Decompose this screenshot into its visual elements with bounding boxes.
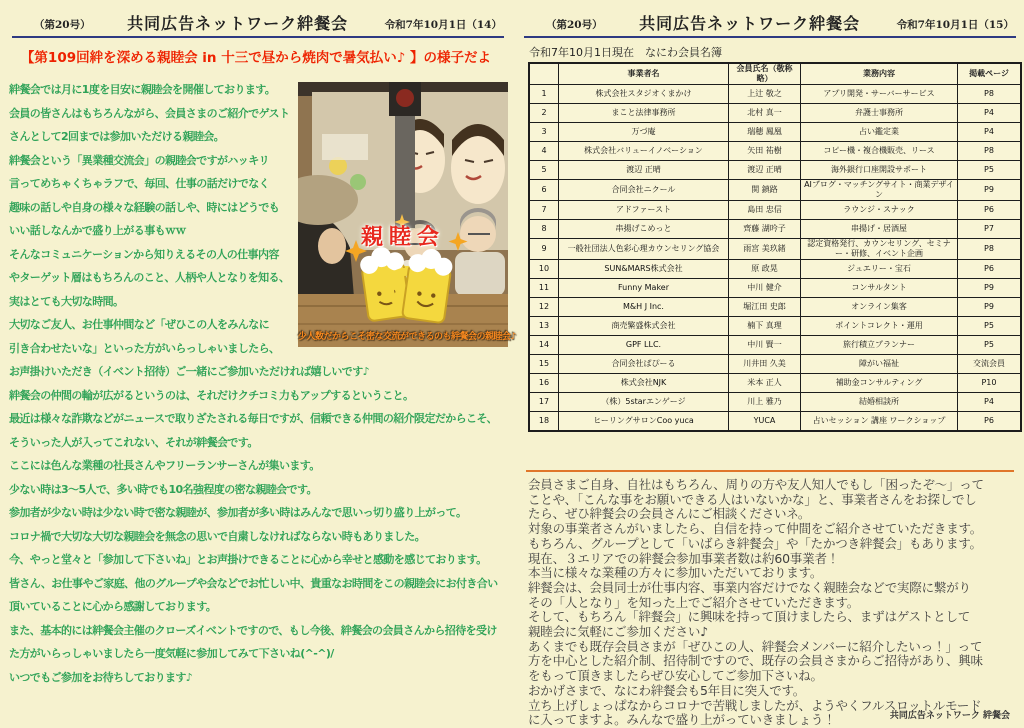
page-ref: P4 [958,104,1022,123]
body-line: 会員さまご自身、自社はもちろん、周りの方や友人知人でもし「困ったぞ～」って [528,477,984,492]
table-row [529,180,1021,201]
page-ref: P9 [958,180,1022,201]
business-content: コンサルタント [801,279,958,298]
member-name: 上辻 敬之 [729,85,801,104]
row-number: 9 [529,239,559,260]
body-line: 少ない時は3～5人で、多い時でも10名強程度の密な親睦会です。 [9,482,317,496]
business-content: 結婚相談所 [801,393,958,412]
body-line: そんなコミュニケーションから知りえるその人の仕事内容 [9,247,279,261]
business-content: 串揚げ・居酒屋 [801,220,958,239]
body-line: 今、やっと堂々と「参加して下さいね」とお声掛けできることに心から幸せと感動を感じております。 [9,553,487,566]
issue-number: （第20号） [546,19,603,31]
newsletter-title: 共同広告ネットワーク絆餐会 [127,14,349,33]
table-row [529,123,1021,142]
business-content: 占いセッション 講座 ワークショップ [801,412,958,432]
member-name: 中川 賢一 [729,336,801,355]
body-line: 最近は様々な詐欺などがニュースで取りざたされる毎日ですが、信頼できる仲間の紹介限定だからこそ、 [9,412,498,425]
row-number: 12 [529,298,559,317]
business-content: ラウンジ・スナック [801,201,958,220]
article-body [9,78,516,727]
table-row [529,298,1021,317]
page-ref: P8 [958,142,1022,161]
body-line: 方を中心とした紹介制、招待制ですので、既存の会員さまからご招待があり、興味 [528,653,983,669]
issue-date: 令和7年10月1日（15） [896,19,1014,31]
business-name: 株式会社NJK [559,374,729,393]
body-line: 絆餐会の仲間の輪が広がるというのは、それだけクチコミ力もアップするということ。 [9,388,414,402]
body-line: コロナ禍で大切な大切な親睦会を無念の思いで自粛しなければならない時もありました。 [9,529,425,543]
member-name: 北村 真一 [729,104,801,123]
table-row [529,104,1021,123]
business-name: SUN&MARS株式会社 [559,260,729,279]
business-name: Funny Maker [559,279,729,298]
page-ref: P9 [958,298,1022,317]
business-content: AIブログ・マッチングサイト・商業デザイン [801,180,958,201]
body-line: もちろん、グループとして「いばらき絆餐会」や「たかつき絆餐会」もあります。 [528,535,982,551]
table-row [529,412,1021,432]
business-content: 認定資格発行、カウンセリング、セミナー・研修、イベント企画 [801,239,958,260]
business-content: 海外銀行口座開設サポート [801,161,958,180]
member-name: 米本 正人 [729,374,801,393]
member-roster-table [528,62,1022,432]
row-number: 16 [529,374,559,393]
table-row [529,161,1021,180]
photo-title-overlay: 親睦会 [360,225,445,250]
body-line: た方がいらっしゃいましたら一度気軽に参加してみて下さいね(^-^)/ [9,647,334,660]
page-ref: P5 [958,336,1022,355]
business-content: 弁護士事務所 [801,104,958,123]
row-number: 6 [529,180,559,201]
row-number: 11 [529,279,559,298]
member-name: 中川 健介 [729,279,801,298]
table-row [529,220,1021,239]
right-page [512,0,1024,727]
business-name: 株式会社スタジオくまかけ [559,85,729,104]
body-line: さんとして2回までは参加いただける親睦会。 [9,130,225,143]
body-line: 趣味の話しや自身の様々な経験の話しや、時にはどうでも [9,200,280,214]
row-number: 3 [529,123,559,142]
body-line: 立ち上げしょっぱなからコロナで苦戦しましたが、ようやくフルスロットルモード [528,697,982,713]
member-name: 渡辺 正晴 [729,161,801,180]
business-content: 旅行積立プランナー [801,336,958,355]
member-name: 堀江田 史郎 [729,298,801,317]
member-name: 島田 忠信 [729,201,801,220]
business-name: 合同会社ニクール [559,180,729,201]
article-headline: 【第109回絆を深める親睦会 in 十三で昼から焼肉で暑気払い♪ 】の様子だよ [20,50,492,66]
roster-title: 令和7年10月1日現在 なにわ会員名簿 [529,46,722,59]
business-name: 串揚げこめっと [559,220,729,239]
business-content: コピー機・複合機販売、リース [801,142,958,161]
column-header-business: 事業者名 [559,63,729,85]
table-row [529,239,1021,260]
table-row [529,260,1021,279]
row-number: 1 [529,85,559,104]
table-row [529,336,1021,355]
table-header-row [529,63,1021,85]
page-ref: P4 [958,123,1022,142]
page-ref: P6 [958,260,1022,279]
page-ref: P5 [958,317,1022,336]
row-number: 13 [529,317,559,336]
business-content: オンライン集客 [801,298,958,317]
body-line: いつでもご参加をお待ちしております♪ [9,670,193,684]
body-line: 皆さん、お仕事やご家庭、他のグループや会などでお忙しい中、貴重なお時間をこの親睦会にお付き合い [9,576,498,590]
body-line: 会員の皆さんはもちろんながら、会員さまのご紹介でゲスト [9,106,290,120]
body-line: 絆餐会は、会員同士が仕事内容、事業内容だけでなく親睦会などで実際に繋がり [528,579,971,595]
business-name: 渡辺 正晴 [559,161,729,180]
body-line: お声掛けいただき（イベント招待）ご一緒にご参加いただければ嬉しいです♪ [9,365,370,378]
row-number: 2 [529,104,559,123]
row-number: 8 [529,220,559,239]
gathering-photo [298,82,516,347]
page-ref: P9 [958,279,1022,298]
page-ref: 交流会員 [958,355,1022,374]
body-line: 実はとても大切な時間。 [9,294,124,308]
footer-signature: 共同広告ネットワーク 絆餐会 [889,711,1010,721]
business-name: 商売繁盛株式会社 [559,317,729,336]
photo-caption: 少人数だからこそ密な交流ができるのも絆餐会の親睦会♪ [298,332,516,342]
member-name: 川井田 久美 [729,355,801,374]
body-line: また、基本的には絆餐会主催のクローズイベントですので、もし今後、絆餐会の会員さんから招待を受け [9,623,497,637]
business-name: アドファースト [559,201,729,220]
body-line: ことや、「こんな事をお願いできる人はいないかな」と、事業者さんをお探しでし [528,491,977,507]
notice-body [528,478,1016,728]
body-line: おかげさまで、なにわ絆餐会も5年目に突入です。 [528,682,806,698]
row-number: 14 [529,336,559,355]
body-line: そういった人が入ってこれない、それが絆餐会です。 [9,435,258,449]
table-row [529,393,1021,412]
row-number: 17 [529,393,559,412]
row-number: 18 [529,412,559,432]
row-number: 4 [529,142,559,161]
left-page-header [12,8,504,38]
table-row [529,355,1021,374]
business-name: まこと法律事務所 [559,104,729,123]
body-line: 本当に様々な業種の方々に参加いただいております。 [528,565,823,581]
gathering-photo-illustration [298,82,516,347]
member-name: 川上 雅乃 [729,393,801,412]
row-number: 7 [529,201,559,220]
column-header-page: 掲載ページ [958,63,1022,85]
business-content: ジュエリー・宝石 [801,260,958,279]
business-name: （株）5starエンゲージ [559,393,729,412]
row-number: 5 [529,161,559,180]
page-ref: P5 [958,161,1022,180]
body-line: 大切なご友人、お仕事仲間など「ぜひこの人をみんなに [9,318,269,331]
body-line: 頂いていることに心から感謝しております。 [9,600,217,613]
table-row [529,374,1021,393]
business-name: ヒーリングサロンCoo yuca [559,412,729,432]
business-name: 合同会社ぱぴーる [559,355,729,374]
body-line: 現在、３エリアでの絆餐会参加事業者数は約60事業者！ [528,550,840,566]
row-number: 10 [529,260,559,279]
divider [526,470,1014,472]
page-ref: P7 [958,220,1022,239]
member-name: 原 政晃 [729,260,801,279]
column-header-content: 業務内容 [801,63,958,85]
table-row [529,279,1021,298]
body-line: そして、もちろん「絆餐会」に興味を持って頂けましたら、まずはゲストとして [528,609,971,625]
page-ref: P8 [958,239,1022,260]
business-name: GPF LLC. [559,336,729,355]
body-line: 親睦会に気軽にご参加ください♪ [528,624,708,640]
business-content: アプリ開発・サーバーサービス [801,85,958,104]
page-ref: P10 [958,374,1022,393]
member-name: 矢田 祐樹 [729,142,801,161]
member-name: YUCA [729,412,801,432]
issue-number: （第20号） [34,19,91,31]
body-line: 言ってめちゃくちゃラフで、毎回、仕事の話だけでなく [9,177,270,190]
body-line: たら、ぜひ絆餐会の会員さんにご相談くださいネ。 [528,506,811,522]
business-content: 障がい福祉 [801,355,958,374]
business-content: 補助金コンサルティング [801,374,958,393]
body-line: 引き合わせたいな」といった方がいらっしゃいましたら、 [9,341,280,355]
business-content: ポイントコレクト・運用 [801,317,958,336]
member-name: 瑞穂 鳳凰 [729,123,801,142]
column-header-number [529,63,559,85]
body-line: をもって頂きましたらぜひ安心してご参加下さいね。 [528,668,823,684]
member-name: 楠下 真理 [729,317,801,336]
page-ref: P4 [958,393,1022,412]
body-line: 対象の事業者さんがいましたら、自信を持って仲間をご紹介させていただきます。 [528,521,983,537]
newsletter-title: 共同広告ネットワーク絆餐会 [639,14,861,33]
table-row [529,142,1021,161]
body-line: いい話しなんかで盛り上がる事もｗｗ [9,224,186,237]
body-line: に入ってますよ。みんなで盛り上がっていきましょう！ [528,712,836,728]
body-line: 絆餐会という「異業種交流会」の親睦会ですがハッキリ [9,153,269,167]
business-name: 株式会社バリューイノベーション [559,142,729,161]
table-row [529,201,1021,220]
member-name: 関 鎮路 [729,180,801,201]
body-line: 絆餐会では月に1度を目安に親睦会を開催しております。 [9,83,276,96]
business-name: 万づ庵 [559,123,729,142]
table-row [529,317,1021,336]
business-name: 一般社団法人色彩心理カウンセリング協会 [559,239,729,260]
body-line: 参加者が少ない時は少ない時で密な親睦が、参加者が多い時はみんなで思いっ切り盛り上がって。 [9,506,467,519]
body-line: ここには色んな業種の社長さんやフリーランサーさんが集います。 [9,459,320,472]
column-header-member: 会員氏名（敬称略） [729,63,801,85]
member-name: 齊藤 湖吟子 [729,220,801,239]
page-ref: P6 [958,412,1022,432]
body-line: あくまでも既存会員さまが「ぜひこの人、絆餐会メンバーに紹介したいっ！」って [528,638,983,654]
business-name: M&H J Inc. [559,298,729,317]
table-row [529,85,1021,104]
right-page-header [524,8,1016,38]
row-number: 15 [529,355,559,374]
business-content: 占い鑑定業 [801,123,958,142]
member-name: 雨宮 美玖緒 [729,239,801,260]
issue-date: 令和7年10月1日（14） [384,19,502,31]
page-ref: P8 [958,85,1022,104]
body-line: やターゲット層はもちろんのこと、人柄や人となりを知る、 [9,271,290,284]
page-ref: P6 [958,201,1022,220]
body-line: その「人となり」を知った上でご紹介させていただきます。 [528,594,860,610]
